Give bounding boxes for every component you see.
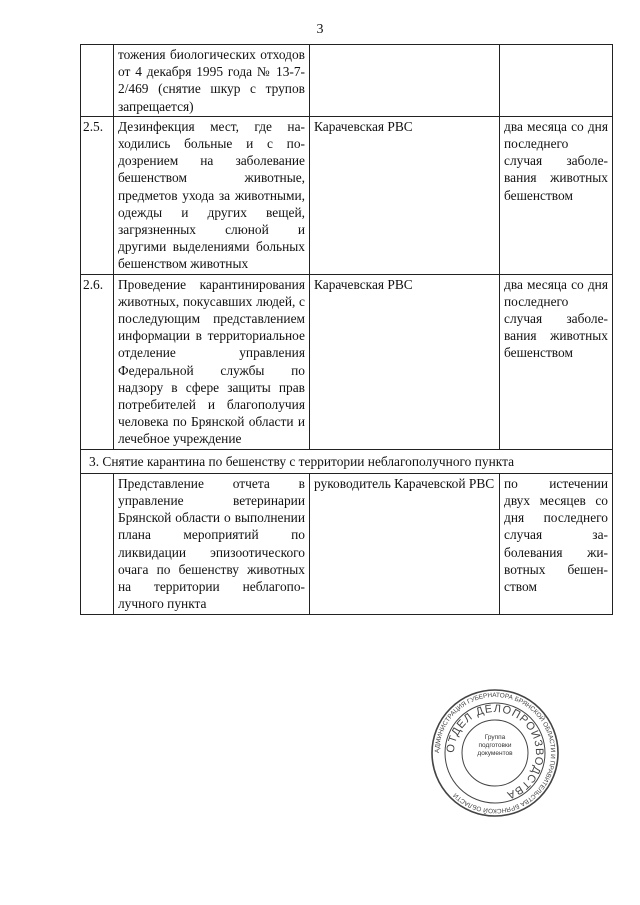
row-number xyxy=(81,45,114,117)
office-stamp xyxy=(430,688,560,818)
svg-text:ОТДЕЛ ДЕЛОПРОИЗВОДСТВА: ОТДЕЛ ДЕЛОПРОИЗВОДСТВА xyxy=(444,702,546,802)
row-number: 2.5. xyxy=(81,116,114,274)
responsible-text: Карачевская РВС xyxy=(310,274,500,449)
table-row xyxy=(81,45,613,117)
deadline-text: два месяца со дня последнего случая заболевания животных бешенством xyxy=(500,274,613,449)
stamp-inner-text: Группа подготовки документов xyxy=(477,734,513,757)
responsible-text xyxy=(310,45,500,117)
section-heading: 3. Снятие карантина по бешенству с территории неблагополучного пункта xyxy=(81,449,613,473)
row-number xyxy=(81,473,114,614)
deadline-text xyxy=(500,45,613,117)
table-row xyxy=(81,116,613,274)
measure-text: тожения биологических отходов от 4 декабря 1995 года № 13-7-2/469 (снятие шкур с трупов запрещается) xyxy=(114,45,310,117)
page-number: 3 xyxy=(316,22,324,37)
table-row xyxy=(81,473,613,614)
table-row xyxy=(81,274,613,449)
measure-text: Представление отчета в управление ветеринарии Брянской области о выполнении плана мероприятий по ликвидации эпизоотического очага по бешенству животных на территории неблагополучного пункта xyxy=(114,473,310,614)
measures-table xyxy=(80,44,613,615)
responsible-text: Карачевская РВС xyxy=(310,116,500,274)
deadline-text: два месяца со дня последнего случая заболевания животных бешенством xyxy=(500,116,613,274)
measure-text: Дезинфекция мест, где находились больные и с подозрением на заболевание бешенством животные, предметов ухода за животными, одежды и других вещей, загрязненных слюной и другими выделениями больных бешенством животных xyxy=(114,116,310,274)
svg-text:АДМИНИСТРАЦИЯ ГУБЕРНАТОРА БРЯН: АДМИНИСТРАЦИЯ ГУБЕРНАТОРА БРЯНСКОЙ ОБЛАСТИ И ПРАВИТЕЛЬСТВА БРЯНСКОЙ ОБЛАСТИ xyxy=(433,691,557,815)
row-number: 2.6. xyxy=(81,274,114,449)
section-heading-row xyxy=(81,449,613,473)
responsible-text: руководитель Карачевской РВС xyxy=(310,473,500,614)
measure-text: Проведение карантинирования животных, покусавших людей, с последующим представлением информации в территориальное отделение управления Федеральной службы по надзору в сфере защиты прав потребителей и благополучия человека по Брянской области и лечебное учреждение xyxy=(114,274,310,449)
deadline-text: по истечении двух месяцев со дня последнего случая заболевания животных бешенством xyxy=(500,473,613,614)
